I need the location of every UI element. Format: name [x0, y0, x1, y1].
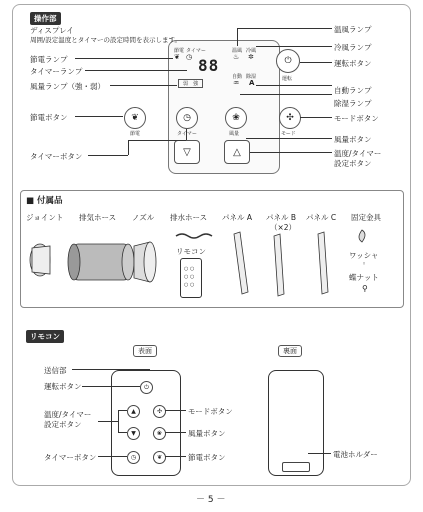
leaf-icon: ❦ — [174, 53, 180, 61]
panel-timer-lamp-text: タイマー — [186, 48, 206, 54]
remote-fan-button[interactable] — [153, 427, 166, 440]
droplet-icon: ♒ — [233, 79, 240, 87]
acc-washer-label: ワッシャ — [349, 251, 379, 260]
accessories-title: ■ 付属品 — [26, 196, 63, 206]
panel-btn-timer-text: タイマー — [177, 131, 197, 137]
remote-temp-timer-label-line1: 温度/タイマー — [44, 410, 92, 419]
auto-lamp-label: 自動ランプ — [334, 86, 372, 95]
panel-dehum-text: 除湿 — [246, 74, 257, 80]
acc-bracket-label: 固定金具 — [351, 213, 381, 222]
acc-remote-label: リモコン — [176, 247, 206, 256]
panel-b-icon — [274, 234, 284, 296]
fan-button[interactable] — [225, 107, 247, 129]
clock-icon: ◷ — [186, 53, 193, 61]
remote-up-button[interactable] — [127, 405, 140, 418]
auto-a-icon: A — [249, 79, 255, 87]
remote-fan-label: 風量ボタン — [188, 429, 226, 438]
remote-power-label: 運転ボタン — [44, 382, 82, 391]
acc-wing-nut-label: 蝶ナット — [349, 273, 379, 282]
dehum-lamp-label: 除湿ランプ — [334, 99, 372, 108]
fan-lamp-label: 風量ランプ（強・弱） — [30, 82, 105, 91]
panel-power-text: 運転 — [282, 76, 293, 82]
acc-exhaust-hose-label: 排気ホース — [79, 213, 117, 222]
display-description: 周囲/設定温度とタイマーの設定時間を表示します。 — [30, 36, 182, 44]
battery-holder-label: 電池ホルダー — [333, 450, 378, 459]
temp-timer-label-line1: 温度/タイマー — [334, 149, 382, 158]
mode-icon: ✣ — [286, 113, 294, 123]
mode-icon: ✣ — [156, 408, 163, 415]
warm-icon: ♨ — [233, 53, 240, 61]
display-label: ディスプレイ — [30, 26, 74, 35]
remote-timer-label: タイマーボタン — [44, 453, 97, 462]
remote-down-button[interactable] — [127, 427, 140, 440]
battery-holder — [282, 462, 310, 472]
remote-section-title: リモコン — [26, 330, 64, 343]
triangle-down-icon: ▽ — [183, 146, 191, 158]
front-tag: 表面 — [133, 345, 157, 357]
washer-icon: ◦ — [362, 260, 367, 268]
panel-auto-text: 自動 — [232, 74, 243, 80]
remote-temp-timer-label-line2: 設定ボタン — [44, 420, 82, 429]
mode-button[interactable] — [279, 107, 301, 129]
remote-back — [268, 370, 324, 476]
eco-button[interactable] — [124, 107, 146, 129]
remote-eco-button[interactable] — [153, 451, 166, 464]
cool-lamp-label: 冷風ランプ — [334, 43, 372, 52]
acc-remote-icon: ○ ○ ○ ○ ○ ○ — [180, 258, 202, 298]
controls-section-title: 操作部 — [30, 12, 61, 25]
panel-cool-text: 冷風 — [246, 48, 257, 54]
acc-joint-label: ジョイント — [26, 213, 64, 222]
nozzle-icon — [134, 242, 156, 282]
acc-drain-hose-label: 排水ホース — [170, 213, 208, 222]
panel-btn-eco-text: 節電 — [130, 131, 141, 137]
remote-power-button[interactable] — [140, 381, 153, 394]
fan-strength-indicator: 弱 強 — [178, 79, 203, 88]
wing-nut-icon: ⚲ — [362, 284, 368, 293]
exhaust-hose-icon — [68, 244, 134, 280]
clock-icon: ◷ — [183, 113, 191, 123]
power-button-label: 運転ボタン — [334, 59, 372, 68]
warm-lamp-label: 温風ランプ — [334, 25, 372, 34]
power-icon: ⏻ — [144, 383, 149, 391]
clock-icon: ◷ — [130, 454, 137, 461]
panel-warm-text: 温風 — [232, 48, 243, 54]
acc-nozzle-label: ノズル — [132, 213, 155, 222]
display-readout: 88 — [198, 56, 220, 75]
joint-icon — [30, 244, 50, 276]
temp-down-button[interactable] — [174, 140, 200, 164]
mode-button-label: モードボタン — [334, 114, 379, 123]
remote-mode-label: モードボタン — [188, 407, 233, 416]
bracket-icon — [359, 230, 365, 242]
eco-button-label: 節電ボタン — [30, 113, 68, 122]
snowflake-icon: ✲ — [248, 53, 254, 61]
triangle-up-icon: ▲ — [131, 408, 136, 415]
back-tag: 裏面 — [278, 345, 302, 357]
panel-btn-fan-text: 風量 — [229, 131, 240, 137]
acc-panel-c-label: パネル C — [306, 213, 337, 222]
remote-eco-label: 節電ボタン — [188, 453, 226, 462]
power-icon: ⏻ — [284, 56, 292, 66]
remote-mode-button[interactable] — [153, 405, 166, 418]
leaf-icon: ❦ — [156, 454, 163, 461]
temp-up-button[interactable] — [224, 140, 250, 164]
power-button[interactable] — [276, 49, 300, 73]
fan-icon: ❀ — [156, 430, 163, 437]
timer-button[interactable] — [176, 107, 198, 129]
remote-timer-button[interactable] — [127, 451, 140, 464]
eco-lamp-label: 節電ランプ — [30, 55, 68, 64]
acc-panel-b-label: パネル B — [266, 213, 297, 222]
panel-eco-lamp-text: 節電 — [174, 48, 185, 54]
page-number: － 5 － — [196, 495, 226, 505]
panel-a-icon — [234, 232, 248, 294]
temp-timer-label-line2: 設定ボタン — [334, 159, 372, 168]
triangle-down-icon: ▼ — [131, 430, 136, 437]
timer-button-label: タイマーボタン — [30, 152, 83, 161]
triangle-up-icon: △ — [233, 146, 241, 158]
fan-icon: ❀ — [232, 113, 240, 123]
fan-button-label: 風量ボタン — [334, 135, 372, 144]
accessories-title-text: 付属品 — [37, 196, 63, 206]
panel-btn-mode-text: モード — [281, 131, 296, 137]
timer-lamp-label: タイマーランプ — [30, 67, 83, 76]
drain-hose-icon — [176, 234, 212, 238]
leaf-icon: ❦ — [131, 113, 139, 123]
acc-panel-a-label: パネル A — [222, 213, 253, 222]
panel-c-icon — [318, 232, 328, 294]
acc-panel-b-qty: （×2） — [270, 223, 297, 232]
remote-transmitter-label: 送信部 — [44, 366, 67, 375]
